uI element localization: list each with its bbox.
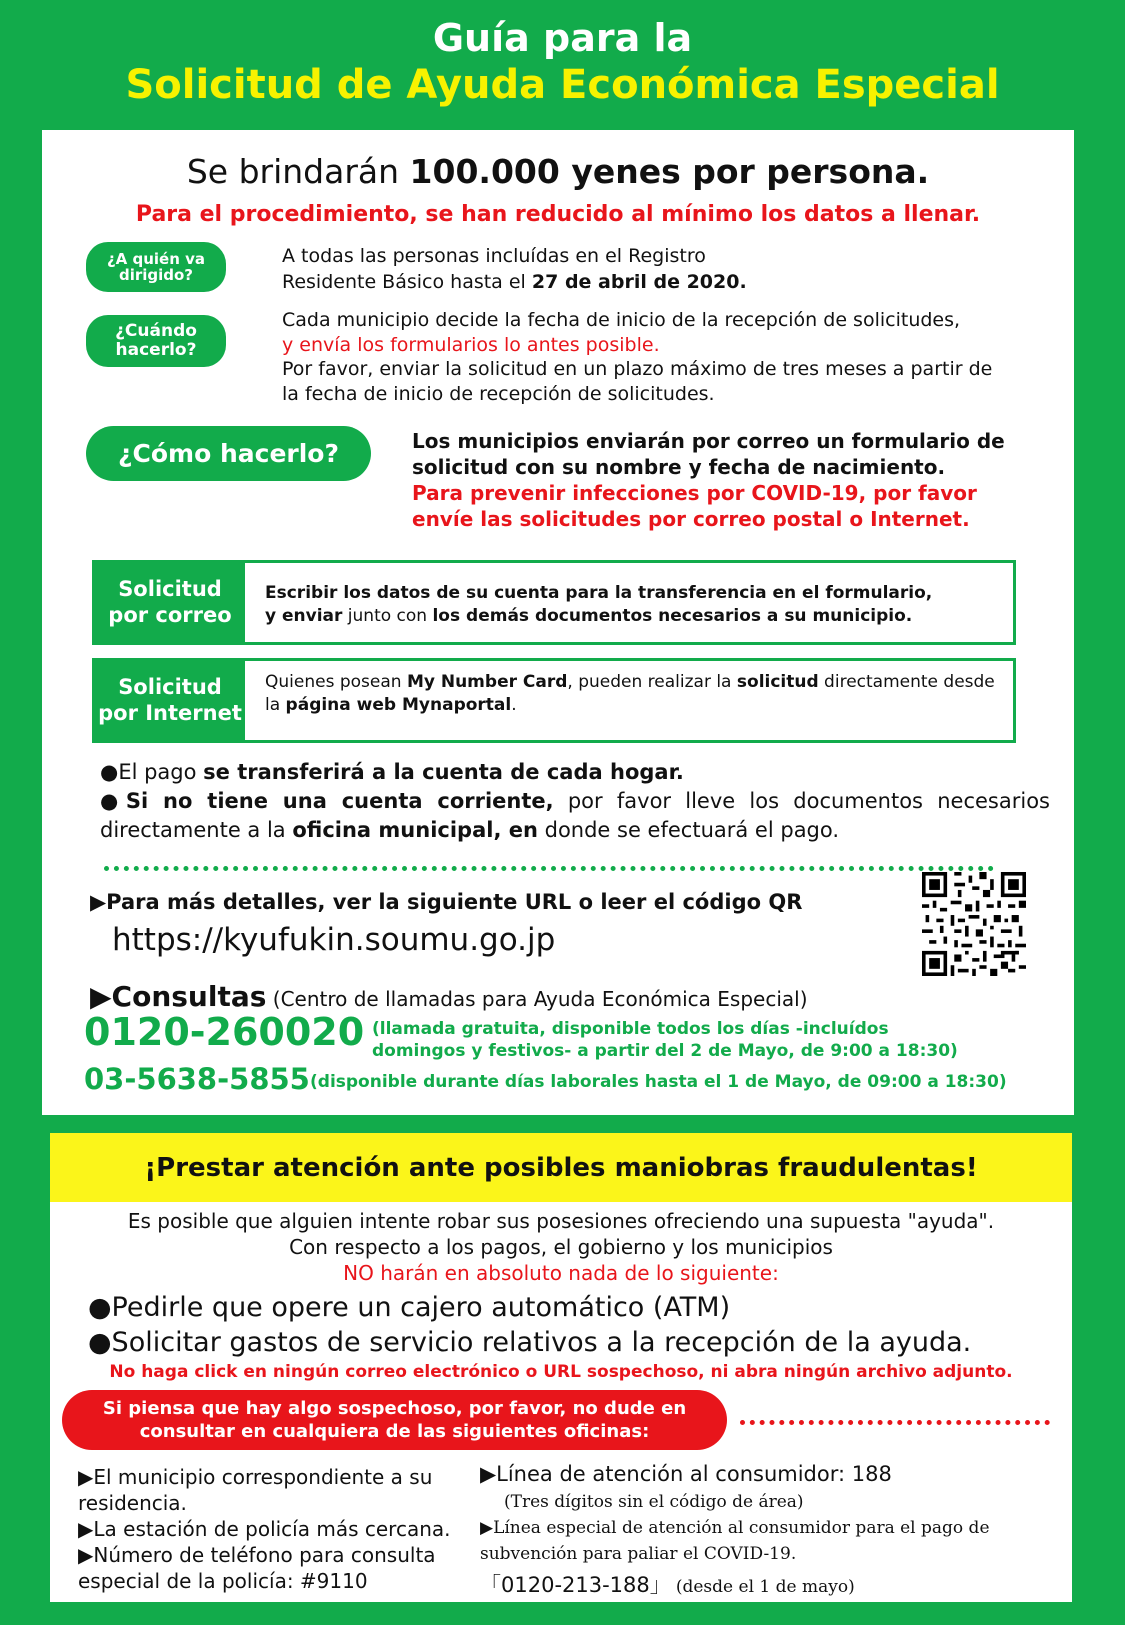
fraud-bullets: ●Pedirle que opere un cajero automático (ATM) ●Solicitar gastos de servicio relativos a la recepción de la ayuda. [88, 1292, 972, 1359]
suspicious-banner: Si piensa que hay algo sospechoso, por favor, no dude en consultar en cualquiera de las siguientes oficinas: [62, 1390, 727, 1450]
offices-left: ▶El municipio correspondiente a su residencia. ▶La estación de policía más cercana. ▶Número de teléfono para consulta especial de la policía: #9110 [78, 1465, 451, 1593]
who-text: A todas las personas incluídas en el Registro Residente Básico hasta el 27 de abril de 2020. [282, 245, 747, 293]
phone1[interactable]: 0120-260020 [84, 1010, 365, 1054]
mail-box [92, 560, 1016, 645]
internet-label: Solicitud por Internet [95, 661, 245, 740]
phone2[interactable]: 03-5638-5855 [84, 1062, 310, 1096]
when-label: ¿Cuándo hacerlo? [86, 315, 226, 367]
title-line2: Solicitud de Ayuda Económica Especial [125, 62, 1000, 108]
divider-dots-red [740, 1420, 1050, 1425]
fraud-title: ¡Prestar atención ante posibles maniobras fraudulentas! [50, 1133, 1072, 1202]
consult-line: ▶Consultas (Centro de llamadas para Ayuda Económica Especial) [90, 980, 808, 1013]
phone1-note: (llamada gratuita, disponible todos los días -incluídos domingos y festivos- a partir del 2 de Mayo, de 9:00 a 18:30) [372, 1019, 958, 1062]
internet-text: Quienes posean My Number Card, pueden realizar la solicitud directamente desde la página web Mynaportal. [265, 672, 995, 715]
title-line1: Guía para la [432, 16, 693, 60]
internet-box [92, 658, 1016, 743]
fraud-warning: No haga click en ningún correo electrónico o URL sospechoso, ni abra ningún archivo adjunto. [109, 1362, 1013, 1382]
how-label: ¿Cómo hacerlo? [86, 426, 371, 481]
fraud-intro: Es posible que alguien intente robar sus posesiones ofreciendo una supuesta "ayuda". Con respecto a los pagos, el gobierno y los municipios NO harán en absoluto nada de lo siguiente: [127, 1209, 995, 1285]
how-text: Los municipios enviarán por correo un formulario de solicitud con su nombre y fecha de nacimiento. Para prevenir infecciones por COVID-19, por favor envíe las solicitudes por correo postal o Internet. [412, 429, 1005, 531]
phone2-note: (disponible durante días laborales hasta el 1 de Mayo, de 09:00 a 18:30) [310, 1072, 1007, 1092]
qr-code-icon[interactable] [922, 872, 1026, 976]
details-url[interactable]: https://kyufukin.soumu.go.jp [112, 922, 556, 958]
reduced-note: Para el procedimiento, se han reducido al mínimo los datos a llenar. [135, 202, 981, 227]
who-label: ¿A quién va dirigido? [86, 242, 226, 292]
offices-right: ▶Línea de atención al consumidor: 188 (Tres dígitos sin el código de área) ▶Línea especial de atención al consumidor para el pago de subvención para paliar el COVID-19. 「0120-213-188」 (desde el 1 de mayo) [480, 1462, 990, 1597]
amount-line: Se brindarán 100.000 yenes por persona. [186, 152, 930, 191]
mail-text: Escribir los datos de su cuenta para la transferencia en el formulario, y enviar junto con los demás documentos necesarios a su municipio. [265, 583, 933, 626]
when-text: Cada municipio decide la fecha de inicio de la recepción de solicitudes, y envía los formularios lo antes posible. Por favor, enviar la solicitud en un plazo máximo de tres meses a partir de la fecha de inicio de recepción de solicitudes. [282, 309, 993, 406]
mail-label: Solicitud por correo [95, 563, 245, 642]
fraud-panel [50, 1202, 1072, 1602]
details-label: ▶Para más detalles, ver la siguiente URL o leer el código QR [90, 890, 803, 914]
payment-info: ●El pago se transferirá a la cuenta de cada hogar. ●Si no tiene una cuenta corriente, por favor lleve los documentos necesarios directamente a la oficina municipal, en donde se efectuará el pago. [100, 760, 1050, 842]
main-panel [42, 130, 1074, 1115]
divider-dots [104, 866, 994, 871]
